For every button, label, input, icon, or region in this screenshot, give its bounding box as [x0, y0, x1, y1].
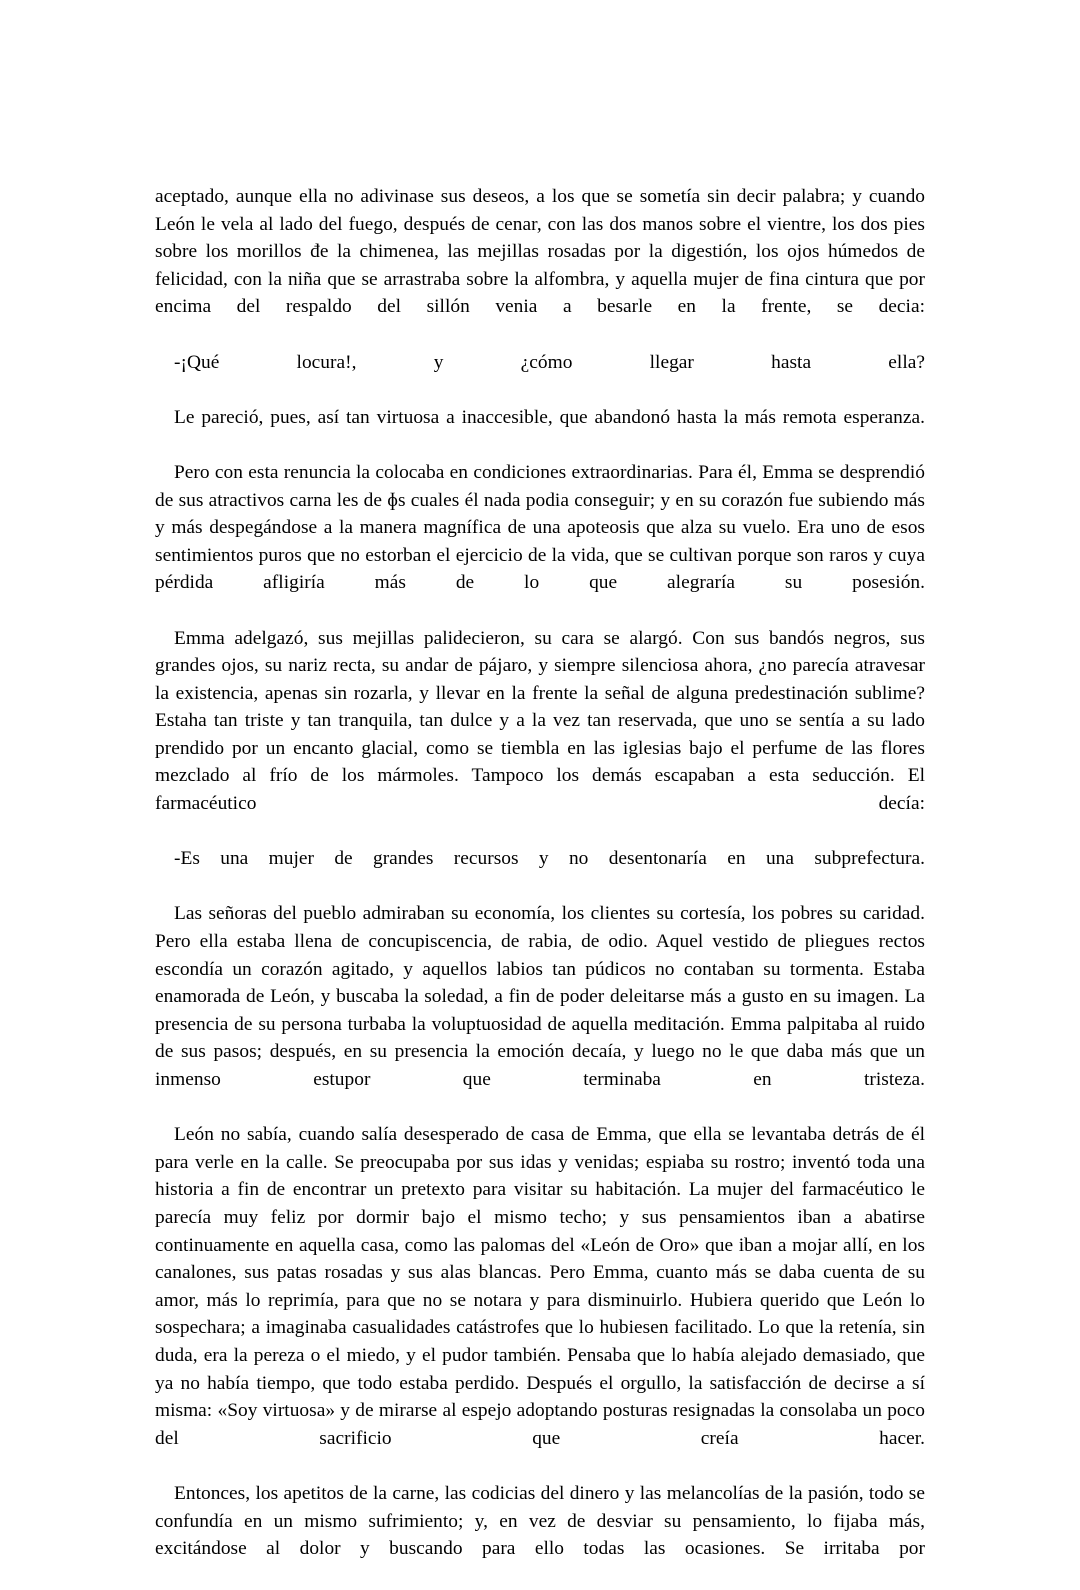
paragraph: -¡Qué locura!, y ¿cómo llegar hasta ella? [174, 351, 925, 373]
paragraph: Le pareció, pues, así tan virtuosa a inaccesible, que abandonó hasta la más remota esperanza. [174, 406, 925, 428]
paragraph: Entonces, los apetitos de la carne, las codicias del dinero y las melancolías de la pasión, todo se confundía en un mismo sufrimiento; y, en vez de desviar su pensamiento, lo fijaba más, excitándose al dolor y buscando para ello todas las ocasiones. Se irritaba por [155, 1482, 925, 1560]
paragraph: aceptado, aunque ella no adivinase sus deseos, a los que se sometía sin decir palabra; y cuando León le vela al lado del fuego, después de cenar, con las dos manos sobre el vientre, los dos pies sobre los morillos đe la chimenea, las mejillas rosadas por la digestión, los ojos húmedos de felicidad, con la niña que se arrastraba sobre la alfombra, y aquella mujer de fina cintura que por encima del respaldo del sillón venia a besarle en la frente, se decia: [155, 186, 925, 318]
paragraph: Las señoras del pueblo admiraban su economía, los clientes su cortesía, los pobres su caridad. Pero ella estaba llena de concupiscencia, de rabia, de odio. Aquel vestido de pliegues rectos escondía un corazón agitado, y aquellos labios tan púdicos no contaban su tormenta. Estaba enamorada de León, y buscaba la soledad, a fin de poder deleitarse más a gusto en su imagen. La presencia de su persona turbaba la voluptuosidad de aquella meditación. Emma palpitaba al ruido de sus pasos; después, en su presencia la emoción decaía, y luego no le que daba más que un inmenso estupor que terminaba en tristeza. [155, 903, 925, 1090]
body-text-column [155, 183, 925, 1590]
paragraph: -Es una mujer de grandes recursos y no desentonaría en una subprefectura. [174, 848, 925, 870]
paragraph: Emma adelgazó, sus mejillas palidecieron, su cara se alargó. Con sus bandós negros, sus grandes ojos, su nariz recta, su andar de pájaro, y siempre silenciosa ahora, ¿no parecía atravesar la existencia, apenas sin rozarla, y llevar en la frente la señal de alguna predestinación sublime? Estaha tan triste y tan tranquila, tan dulce y a la vez tan reservada, que uno se sentía a su lado prendido por un encanto glacial, como se tiembla en las iglesias bajo el perfume de las flores mezclado al frío de los mármoles. Tampoco los demás escapaban a esta seducción. El farmacéutico decía: [155, 627, 925, 815]
paragraph: León no sabía, cuando salía desesperado de casa de Emma, que ella se levantaba detrás de él para verle en la calle. Se preocupaba por sus idas y venidas; espiaba su rostro; inventó toda una historia a fin de encontrar un pretexto para visitar su habitación. La mujer del farmacéutico le parecía muy feliz por dormir bajo el mismo techo; y sus pensamientos iban a abatirse continuamente en aquella casa, como las palomas del «León de Oro» que iban a mojar allí, en los canalones, sus patas rosadas y sus alas blancas. Pero Emma, cuanto más se daba cuenta de su amor, más lo reprimía, para que no se notara y para disminuirlo. Hubiera querido que León lo sospechara; a imaginaba casualidades catástrofes que lo hubiesen facilitado. Lo que la retenía, sin duda, era la pereza o el miedo, y el pudor también. Pensaba que lo había alejado demasiado, que ya no había tiempo, que todo estaba perdido. Después el orgullo, la satisfacción de decirse a sí misma: «Soy virtuosa» y de mirarse al espejo adoptando posturas resignadas la consolaba un poco del sacrificio que creía hacer. [155, 1124, 925, 1449]
paragraph: Pero con esta renuncia la colocaba en condiciones extraordinarias. Para él, Emma se desprendió de sus atractivos carna les de ɸs cuales él nada podia conseguir; y en su corazón fue subiendo más y más despegándose a la manera magnífica de una apoteosis que alza su vuelo. Era uno de esos sentimientos puros que no estorban el ejercicio de la vida, que se cultivan porque son raros y cuya pérdida afligiría más de lo que alegraría su posesión. [155, 461, 925, 594]
